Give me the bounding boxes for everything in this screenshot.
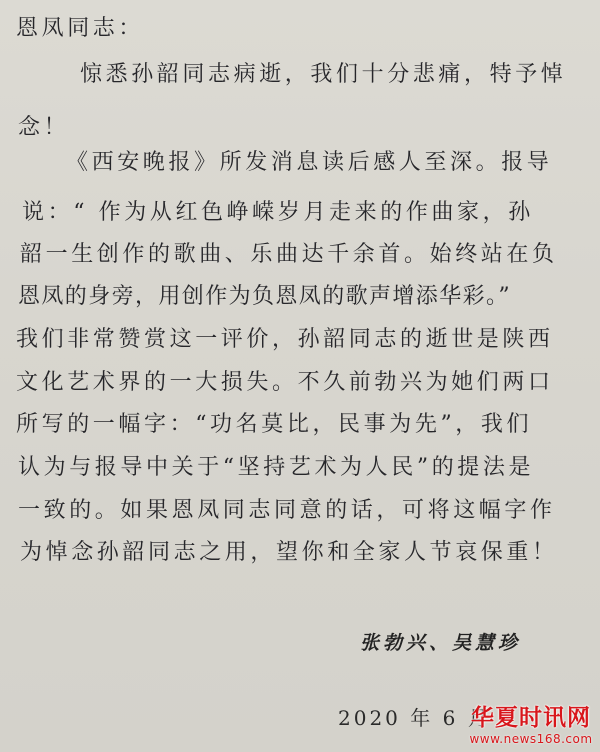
letter-salutation: 恩凤同志： [16, 16, 145, 41]
site-watermark [468, 704, 594, 748]
letter-date: 2020 年 6 月 [338, 706, 491, 730]
letter-line: 所写的一幅字：“功名莫比，民事为先”，我们 [16, 412, 533, 437]
letter-line: 恩凤的身旁，用创作为负恩凤的歌声增添华彩。” [18, 284, 512, 309]
watermark-name: 华夏时讯网 [471, 705, 591, 731]
letter-line: 认为与报导中关于“坚持艺术为人民”的提法是 [18, 455, 535, 480]
letter-line: 惊悉孙韶同志病逝，我们十分悲痛，特予悼 [80, 62, 567, 87]
watermark-url: www.news168.com [469, 732, 593, 746]
letter-line: 一致的。如果恩凤同志同意的话，可将这幅字作 [18, 498, 556, 523]
letter-line: 文化艺术界的一大损失。不久前勃兴为她们两口 [16, 370, 554, 395]
letter-line: 我们非常赞赏这一评价，孙韶同志的逝世是陕西 [16, 327, 554, 352]
letter-line: 念！ [18, 115, 70, 140]
letter-line: 韶一生创作的歌曲、乐曲达千余首。始终站在负 [20, 242, 558, 267]
letter-signature: 张勃兴、吴慧珍 [360, 632, 522, 654]
letter-line: 《西安晚报》所发消息读后感人至深。报导 [66, 150, 553, 175]
letter-line: 为悼念孙韶同志之用，望你和全家人节哀保重！ [20, 540, 558, 565]
letter-line: 说：“ 作为从红色峥嵘岁月走来的作曲家，孙 [22, 200, 534, 225]
